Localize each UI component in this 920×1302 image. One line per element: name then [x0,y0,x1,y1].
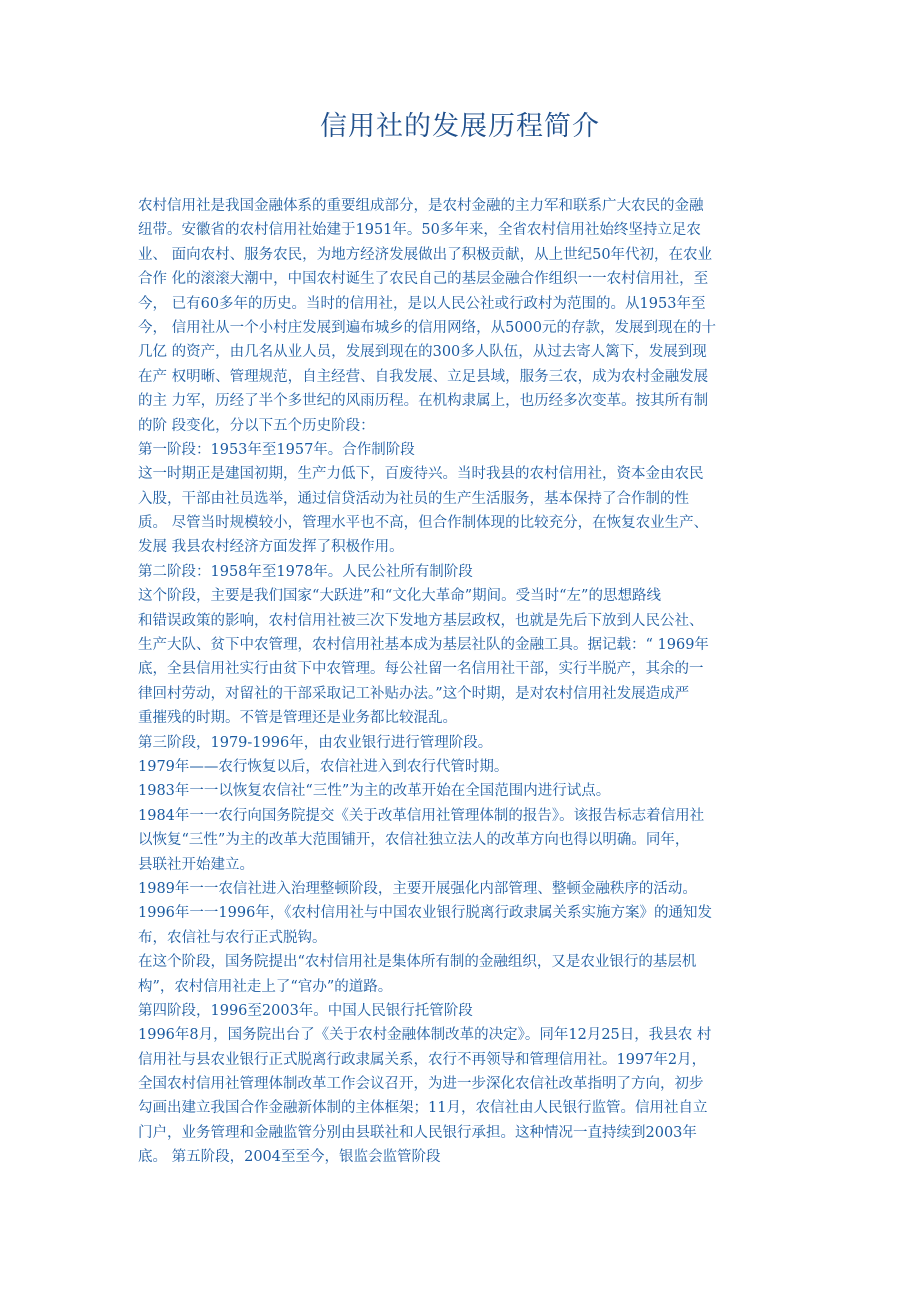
text-line: 的主 力军，历经了半个多世纪的风雨历程。在机构隶属上，也历经多次变革。按其所有制 [138,393,709,410]
text-line: 底，全县信用社实行由贫下中农管理。每公社留一名信用社干部，实行半脱产，其余的一 [138,661,704,678]
text-line: 重摧残的时期。不管是管理还是业务都比较混乱。 [138,710,457,727]
text-line: 生产大队、贫下中农管理，农村信用社基本成为基层社队的金融工具。据记载：“ 1969年 [138,637,709,654]
document-body [138,194,758,1170]
text-line: 1989年一一农信社进入治理整顿阶段，主要开展强化内部管理、整顿金融秩序的活动。 [138,880,697,897]
text-line: 信用社与县农业银行正式脱离行政隶属关系，农行不再领导和管理信用社。1997年2月， [138,1051,707,1068]
text-line: 几亿 的资产，由几名从业人员，发展到现在的300多人队伍，从过去寄人篱下，发展到现 [138,344,707,361]
text-line: 1996年一一1996年，《农村信用社与中国农业银行脱离行政隶属关系实施方案》的通知发 [138,905,713,922]
text-line: 构”，农村信用社走上了“官办”的道路。 [138,978,393,995]
text-line: 纽带。安徽省的农村信用社始建于1951年。50多年来，全省农村信用社始终坚持立足农 [138,222,701,239]
text-line: 1996年8月，国务院出台了《关于农村金融体制改革的决定》。同年12月25日，我县农 村 [138,1027,712,1044]
text-line: 第二阶段：1958年至1978年。人民公社所有制阶段 [138,563,473,580]
text-line: 县联社开始建立。 [138,856,254,873]
text-line: 底。 第五阶段，2004至至今，银监会监管阶段 [138,1149,441,1166]
text-line: 第一阶段：1953年至1957年。合作制阶段 [138,441,415,458]
text-line: 第三阶段，1979-1996年，由农业银行进行管理阶段。 [138,734,493,751]
text-line: 在这个阶段，国务院提出“农村信用社是集体所有制的金融组织，又是农业银行的基层机 [138,954,697,971]
text-line: 的阶 段变化，分以下五个历史阶段： [138,417,375,434]
text-line: 门户，业务管理和金融监管分别由县联社和人民银行承担。这种情况一直持续到2003年 [138,1124,697,1141]
text-line: 农村信用社是我国金融体系的重要组成部分，是农村金融的主力军和联系广大农民的金融 [138,198,704,214]
text-line: 这一时期正是建国初期，生产力低下，百废待兴。当时我县的农村信用社，资本金由农民 [138,466,704,483]
text-line: 律回村劳动，对留社的干部采取记工补贴办法。”这个时期，是对农村信用社发展造成严 [138,685,690,702]
text-line: 今， 已有60多年的历史。当时的信用社，是以人民公社或行政村为范围的。从1953年至 [138,295,706,312]
text-line: 1984年一一农行向国务院提交《关于改革信用社管理体制的报告》。该报告标志着信用社 [138,807,705,824]
text-line: 合作 化的滚滚大潮中，中国农村诞生了农民自己的基层金融合作组织一一农村信用社，至 [138,271,709,288]
text-line: 全国农村信用社管理体制改革工作会议召开，为进一步深化农信社改革指明了方向，初步 [138,1076,704,1093]
text-line: 入股，干部由社员选举，通过信贷活动为社员的生产生活服务，基本保持了合作制的性 [138,490,689,507]
text-line: 和错误政策的影响，农村信用社被三次下发地方基层政权，也就是先后下放到人民公社、 [138,612,704,629]
text-line: 在产 权明晰、管理规范，自主经营、自我发展、立足县域，服务三农，成为农村金融发展 [138,368,709,385]
text-line: 这个阶段，主要是我们国家“大跃进”和“文化大革命”期间。受当时“左”的思想路线 [138,588,661,605]
text-line: 以恢复“三性”为主的改革大范围铺开，农信社独立法人的改革方向也得以明确。同年， [138,832,690,849]
text-line: 1983年一一以恢复农信社“三性”为主的改革开始在全国范围内进行试点。 [138,783,611,800]
text-line: 布，农信社与农行正式脱钩。 [138,929,327,946]
text-line: 第四阶段，1996至2003年。中国人民银行托管阶段 [138,1002,473,1019]
page-title: 信用社的发展历程简介 [320,111,600,142]
text-line: 今， 信用社从一个小村庄发展到遍布城乡的信用网络，从5000元的存款，发展到现在的十 [138,319,717,336]
text-line: 发展 我县农村经济方面发挥了积极作用。 [138,539,404,556]
text-line: 1979年——农行恢复以后，农信社进入到农行代管时期。 [138,758,509,775]
text-line: 业、 面向农村、服务农民，为地方经济发展做出了积极贡献，从上世纪50年代初，在农业 [138,246,713,263]
text-line: 质。 尽管当时规模较小，管理水平也不高，但合作制体现的比较充分，在恢复农业生产、 [138,515,709,532]
text-line: 勾画出建立我国合作金融新体制的主体框架；11月，农信社由人民银行监管。信用社自立 [138,1100,708,1117]
